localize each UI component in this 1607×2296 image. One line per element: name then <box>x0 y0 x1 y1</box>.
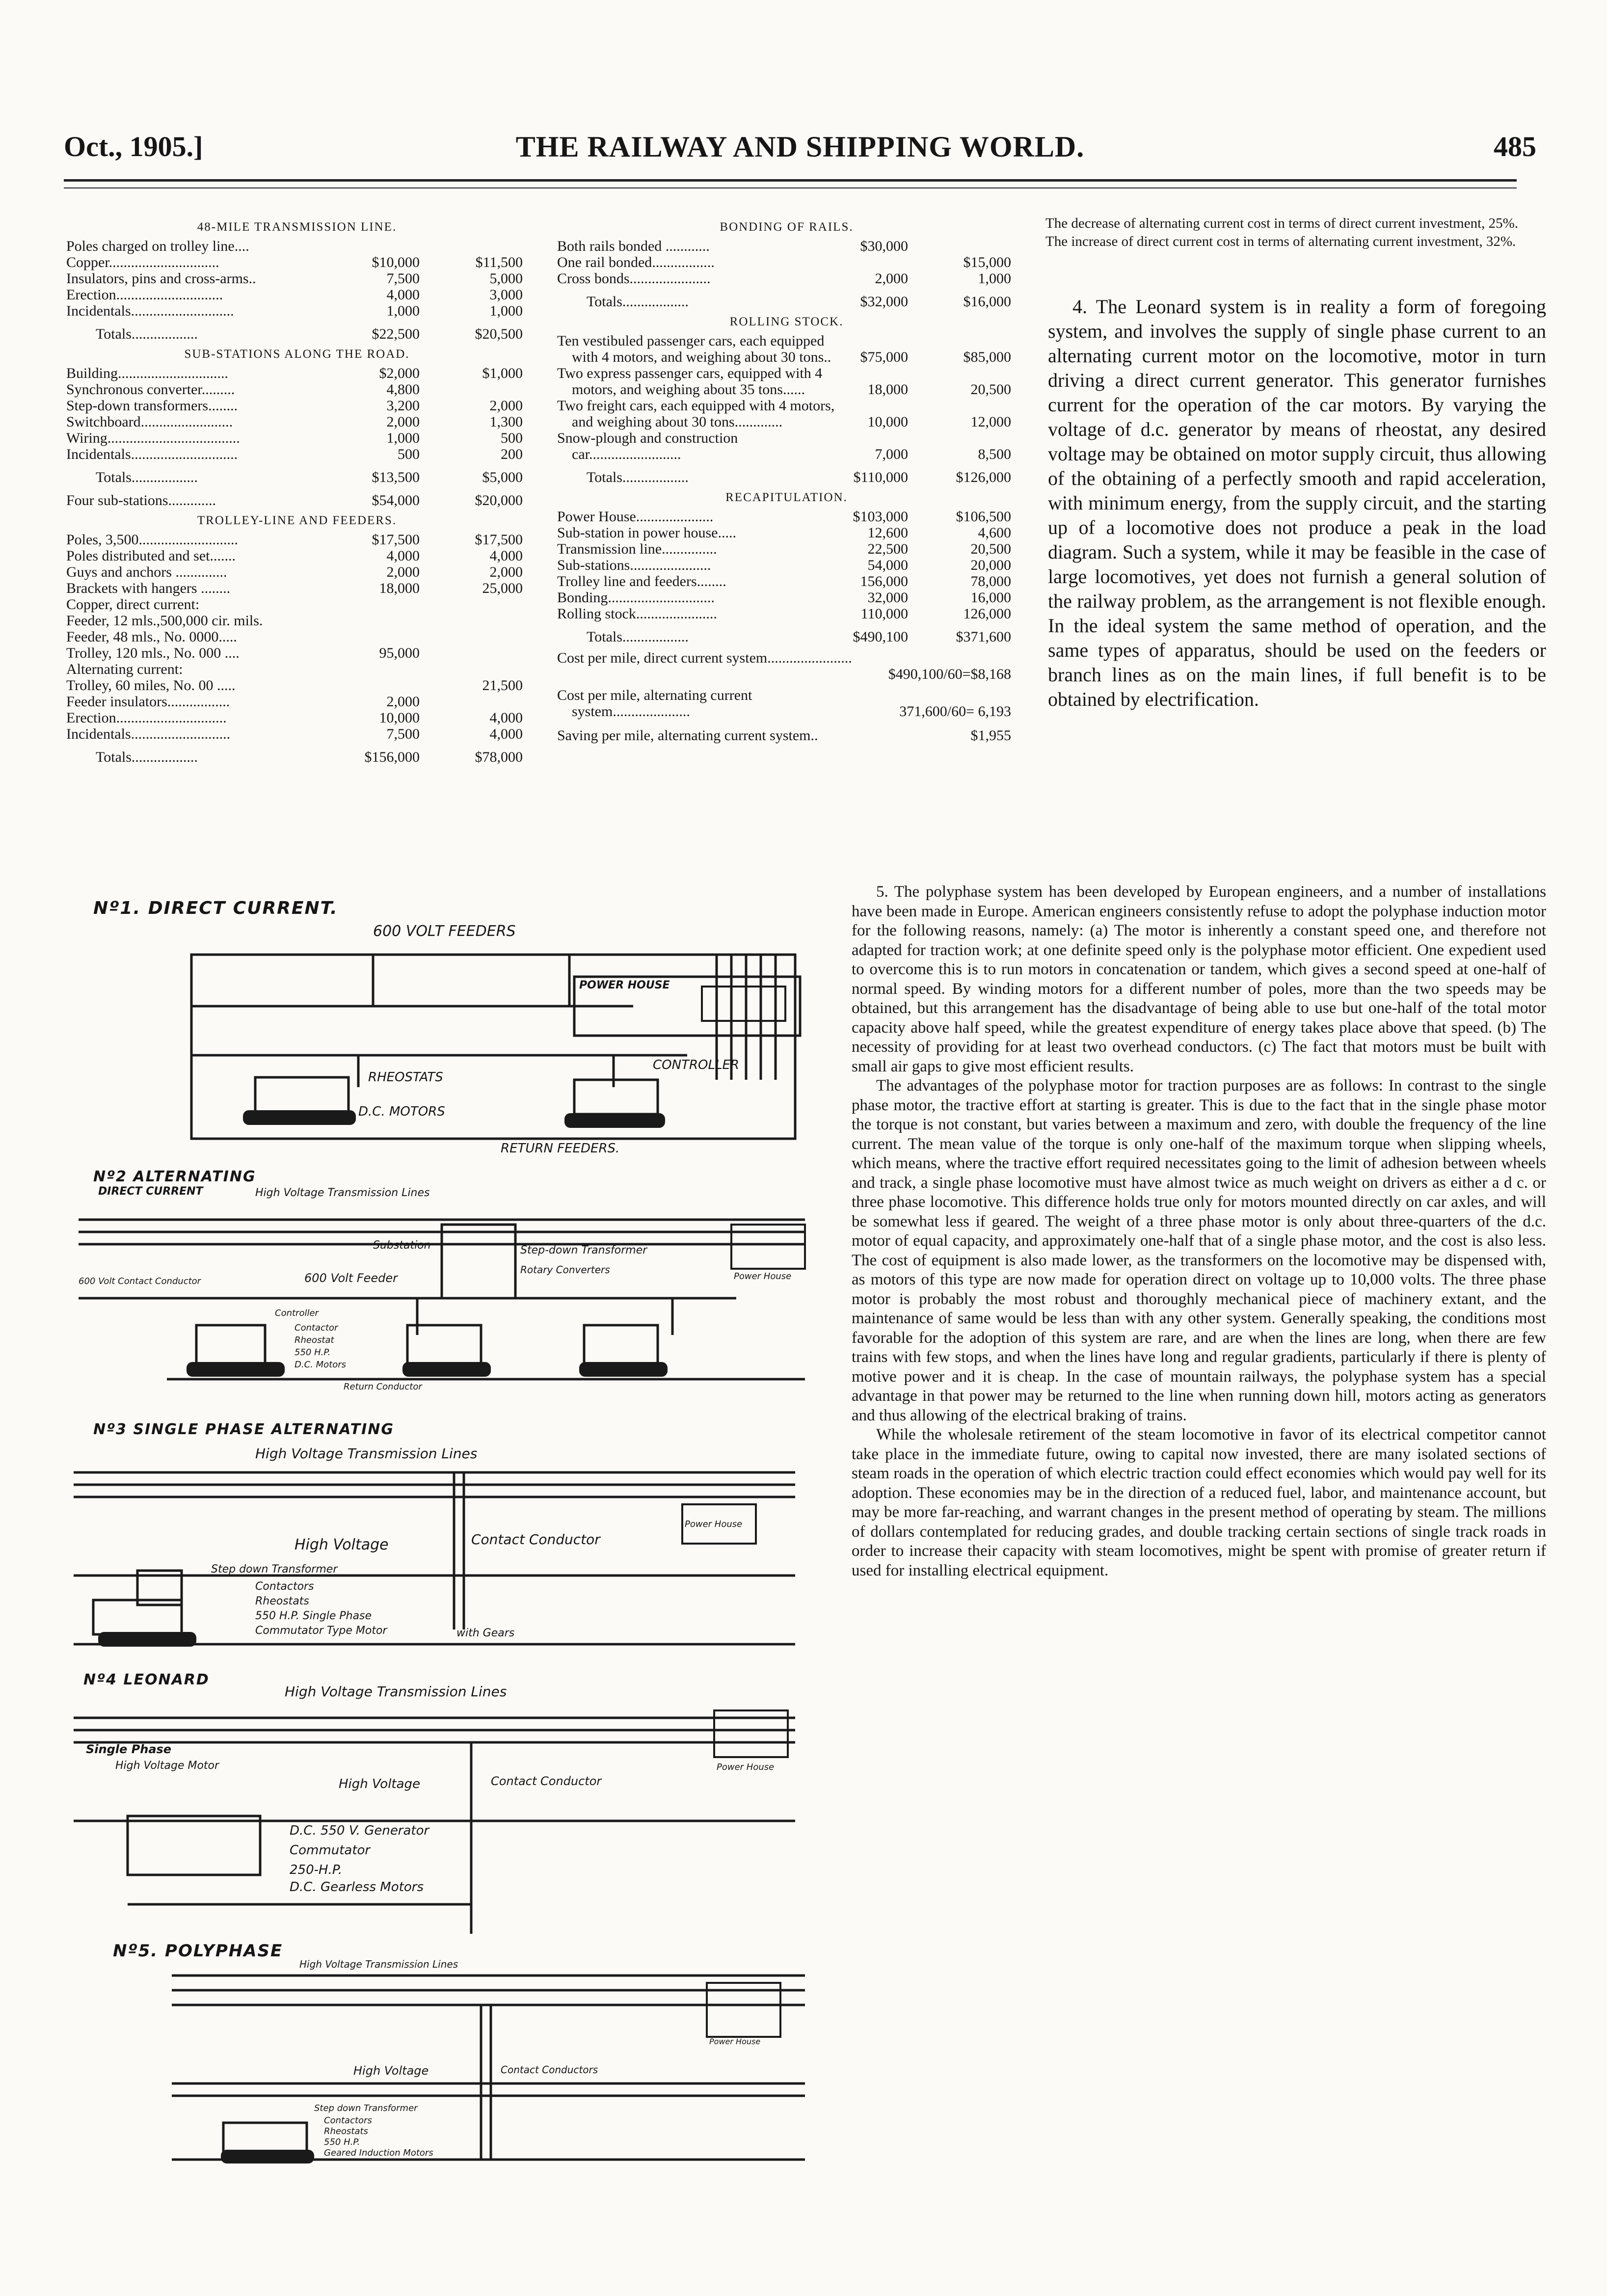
substations-row-value-b: $1,000 <box>482 365 523 381</box>
d2-controller-label: Controller <box>275 1308 319 1318</box>
journal-title: THE RAILWAY AND SHIPPING WORLD. <box>515 131 1085 163</box>
d4-single-phase-label: Single Phase <box>86 1742 172 1756</box>
recap-row-value-a: 32,000 <box>867 589 908 606</box>
substations-row-label: Synchronous converter......... <box>66 381 235 398</box>
trolley-row-label: Guys and anchors .............. <box>66 564 227 580</box>
d3-contact-label: Contact Conductor <box>471 1531 600 1548</box>
d3-gears-label: with Gears <box>456 1627 515 1639</box>
transmission-row-value-a: $10,000 <box>372 254 420 270</box>
rolling-row-label: Two freight cars, each equipped with 4 motors, and weighing about 30 tons............. <box>557 398 835 430</box>
d5-stepdown-label: Step down Transformer <box>314 2103 418 2113</box>
substations-row-value-b: 200 <box>501 446 523 462</box>
substations-four-b: $20,000 <box>475 492 523 508</box>
transmission-row-label: Incidentals............................ <box>66 303 234 319</box>
trolley-row-value-a: 18,000 <box>379 580 420 596</box>
rolling-total-b: $126,000 <box>956 469 1011 485</box>
rolling-row-value-a: 18,000 <box>867 381 908 398</box>
recap-row-value-b: 20,500 <box>970 541 1011 557</box>
trolley-caption: TROLLEY-LINE AND FEEDERS. <box>197 514 397 527</box>
recap-row-label: Bonding............................. <box>557 589 715 606</box>
trolley-row-value-a: 4,000 <box>386 548 420 564</box>
transmission-row-value-a: 7,500 <box>386 270 420 287</box>
trolley-row-label: Poles distributed and set....... <box>66 548 236 564</box>
bonding-total-a: $32,000 <box>860 294 908 310</box>
cost-ac-value: 371,600/60= 6,193 <box>899 703 1011 720</box>
transmission-total-b: $20,500 <box>475 326 523 342</box>
recap-total-a: $490,100 <box>853 629 908 645</box>
d5-motors-label: Geared Induction Motors <box>324 2148 433 2158</box>
trolley-row-value-b: 4,000 <box>489 726 523 742</box>
bonding-row-value-b: 1,000 <box>978 270 1011 287</box>
d3-transmission-label: High Voltage Transmission Lines <box>255 1445 478 1462</box>
d3-commutator-label: Commutator Type Motor <box>255 1625 387 1637</box>
d2-contactor-label: Contactor <box>295 1323 338 1333</box>
recap-total-label: Totals.................. <box>587 629 689 645</box>
d3-contactors-label: Contactors <box>255 1580 314 1593</box>
substations-total-label: Totals.................. <box>96 469 198 485</box>
transmission-row-label: Insulators, pins and cross-arms.. <box>66 270 256 287</box>
substations-four-label: Four sub-stations............. <box>66 492 216 508</box>
d2-transmission-label: High Voltage Transmission Lines <box>255 1187 430 1199</box>
page-number: 485 <box>1494 131 1536 162</box>
trolley-row-value-a: 7,500 <box>386 726 420 742</box>
trolley-row-label: Copper, direct current: <box>66 596 200 613</box>
transmission-row-value-b: 1,000 <box>489 303 523 319</box>
rolling-row-label: Snow-plough and construction car......................... <box>557 430 738 462</box>
paragraph-7: While the wholesale retirement of the steam locomotive in favor of its electrical competitor cannot take place in the immediate future, owing to capital now invested, there are many isolated sections of steam roads in the operation of which electric traction could effect economies which would pay well for its adoption. These economies may be in the direction of a reduced fuel, labor, and maintenance account, but may be more far-reaching, and warrant changes in the present method of operating by steam. The millions of dollars contemplated for reducing grades, and double tracking certain sections of single track roads in order to increase their capacity with steam locomotives, might be spent with promise of greater return if used for installing electrical equipment. <box>852 1426 1546 1579</box>
cost-dc-value: $490,100/60=$8,168 <box>888 666 1011 682</box>
trolley-row-label: Poles, 3,500........................... <box>66 532 239 548</box>
d4-hv-motor-label: High Voltage Motor <box>115 1760 219 1772</box>
substations-four-a: $54,000 <box>372 492 420 508</box>
transmission-row-value-b: $11,500 <box>475 254 523 270</box>
d5-transmission-label: High Voltage Transmission Lines <box>299 1958 458 1970</box>
recap-row-value-a: 22,500 <box>867 541 908 557</box>
recap-row-label: Sub-stations...................... <box>557 557 711 573</box>
d4-transmission-label: High Voltage Transmission Lines <box>285 1683 507 1700</box>
substations-row-value-b: 2,000 <box>489 398 523 414</box>
d4-commutator-label: Commutator <box>290 1843 371 1858</box>
transmission-total-a: $22,500 <box>372 326 420 342</box>
paragraph-4-text: 4. The Leonard system is in reality a form of foregoing system, and involves the supply of single phase current to an alternating current motor on the locomotive, motor in turn driving a direct current generator. This generator furnishes current for the operation of the car motors. By varying the voltage of d.c. generator by means of rheostat, any desired voltage may be obtained on motor supply circuit, thus allowing of the obtaining of a perfectly smooth and rapid acceleration, with minimum energy, from the supply circuit, and the starting up of a locomotive does not produce a peak in the load diagram. Such a system, while it may be feasible in the case of large locomotives, yet does not furnish a general solution of the railway problem, as the arrangement is not flexible enough. In the ideal system the same method of operation, and the same types of apparatus, should be used on the feeders or branch lines as on the main lines, if full benefit is to be obtained by electrification. <box>1048 295 1546 710</box>
d2-return-label: Return Conductor <box>344 1382 422 1392</box>
trolley-row-label: Brackets with hangers ........ <box>66 580 231 596</box>
recap-row-value-a: 54,000 <box>867 557 908 573</box>
diagram-2-title: Nº2 ALTERNATING <box>93 1168 256 1185</box>
d2-hp-label: 550 H.P. <box>295 1347 331 1358</box>
trolley-row-label: Erection.............................. <box>66 710 227 726</box>
trolley-row-value-a: 2,000 <box>386 564 420 580</box>
substations-row-label: Building.............................. <box>66 365 229 381</box>
d4-contact-label: Contact Conductor <box>491 1774 602 1788</box>
rolling-total-label: Totals.................. <box>587 469 689 485</box>
note-decrease: The decrease of alternating current cost in terms of direct current investment, 25%. <box>1045 215 1519 231</box>
trolley-row-value-b: 21,500 <box>482 677 523 694</box>
trolley-row-label: Trolley, 60 miles, No. 00 ..... <box>66 677 236 694</box>
recap-row-value-b: $106,500 <box>956 508 1011 525</box>
bonding-row-value-a: 2,000 <box>875 270 908 287</box>
recap-row-label: Rolling stock...................... <box>557 606 717 622</box>
rolling-row-label: Ten vestibuled passenger cars, each equipped with 4 motors, and weighing about 30 tons.. <box>557 333 831 365</box>
rolling-row-value-a: 10,000 <box>867 414 908 430</box>
substations-row-value-a: $2,000 <box>379 365 420 381</box>
bonding-total-b: $16,000 <box>963 294 1011 310</box>
d3-motor-label: 550 H.P. Single Phase <box>255 1610 372 1622</box>
d2-feeder-label: 600 Volt Feeder <box>304 1271 398 1285</box>
diagram-4-title: Nº4 LEONARD <box>83 1671 210 1688</box>
rolling-caption: ROLLING STOCK. <box>729 315 844 328</box>
recap-row-value-a: 12,600 <box>867 525 908 541</box>
recap-row-value-b: 20,000 <box>970 557 1011 573</box>
d3-stepdown-label: Step down Transformer <box>211 1563 338 1575</box>
diagram-1-title: Nº1. DIRECT CURRENT. <box>93 898 338 918</box>
transmission-total-label: Totals.................. <box>96 326 198 342</box>
recap-row-label: Transmission line............... <box>557 541 717 557</box>
substations-row-value-b: 1,300 <box>489 414 523 430</box>
trolley-total-label: Totals.................. <box>96 749 198 765</box>
cost-ac-label: Cost per mile, alternating current system..................... <box>557 687 752 720</box>
d1-dc-motors-label: D.C. MOTORS <box>358 1104 445 1119</box>
substations-row-value-a: 2,000 <box>386 414 420 430</box>
trolley-total-b: $78,000 <box>475 749 523 765</box>
transmission-caption: 48-MILE TRANSMISSION LINE. <box>197 220 397 234</box>
saving-label: Saving per mile, alternating current system.. <box>557 727 818 744</box>
transmission-row-value-a: 1,000 <box>386 303 420 319</box>
recap-row-label: Trolley line and feeders........ <box>557 573 726 589</box>
d2-rheostat-label: Rheostat <box>295 1335 334 1345</box>
rolling-row-value-b: 20,500 <box>970 381 1011 398</box>
substations-row-value-a: 1,000 <box>386 430 420 446</box>
substations-row-value-a: 3,200 <box>386 398 420 414</box>
d5-rheostats-label: Rheostats <box>324 2126 368 2136</box>
rolling-row-value-b: 12,000 <box>970 414 1011 430</box>
d4-gearless-label: D.C. Gearless Motors <box>290 1880 424 1895</box>
transmission-row-value-a: 4,000 <box>386 287 420 303</box>
d5-contact-label: Contact Conductors <box>501 2064 598 2076</box>
paragraph-5: 5. The polyphase system has been developed by European engineers, and a number of installations have been made in Europe. American engineers consistently refuse to adopt the polyphase induction motor for the following reasons, namely: (a) The motor is inherently a constant speed one, and therefore not adapted for traction work; at one definite speed only is the polyphase motor efficient. One expedient used to overcome this is to run motors in concatenation or tandem, which gives a second speed at one-half of normal speed. By winding motors for a different number of poles, more than the two speeds may be obtained, but this arrangement has the disadvantage of being able to use but one-half of the total motor capacity above half speed, while the greatest expenditure of energy takes place above that speed. (b) The necessity of providing for at least two overhead conductors. (c) The fact that motors must be built with small air gaps to give most efficient results. <box>852 883 1546 1075</box>
substations-caption: SUB-STATIONS ALONG THE ROAD. <box>184 347 410 361</box>
note-increase: The increase of direct current cost in terms of alternating current investment, 32%. <box>1045 234 1516 249</box>
trolley-row-value-b: 4,000 <box>489 710 523 726</box>
bonding-row-value-b: $15,000 <box>963 254 1011 270</box>
d4-high-voltage-label: High Voltage <box>339 1777 421 1791</box>
d5-power-house-label: Power House <box>709 2037 761 2046</box>
recap-row-value-b: 16,000 <box>970 589 1011 606</box>
trolley-row-label: Incidentals........................... <box>66 726 231 742</box>
recap-row-value-a: 156,000 <box>860 573 908 589</box>
recap-total-b: $371,600 <box>956 629 1011 645</box>
transmission-row-value-b: 3,000 <box>489 287 523 303</box>
trolley-row-label: Trolley, 120 mls., No. 000 .... <box>66 645 240 661</box>
saving-value: $1,955 <box>970 727 1011 744</box>
substations-row-label: Switchboard......................... <box>66 414 233 430</box>
transmission-row-label: Erection............................. <box>66 287 223 303</box>
trolley-row-value-a: $17,500 <box>372 532 420 548</box>
bonding-row-value-a: $30,000 <box>860 238 908 254</box>
trolley-row-value-a: 2,000 <box>386 694 420 710</box>
d1-feeders-label: 600 VOLT FEEDERS <box>373 923 516 940</box>
d3-rheostats-label: Rheostats <box>255 1595 309 1607</box>
substations-total-a: $13,500 <box>372 469 420 485</box>
d5-hp-label: 550 H.P. <box>324 2137 360 2147</box>
d2-power-house-label: Power House <box>734 1271 792 1281</box>
recap-row-value-b: 126,000 <box>963 606 1011 622</box>
recap-caption: RECAPITULATION. <box>725 491 848 504</box>
d2-dc-motors-label: D.C. Motors <box>295 1360 346 1370</box>
d1-rheostats-label: RHEOSTATS <box>368 1070 443 1085</box>
d2-substation-label: Substation <box>373 1239 431 1252</box>
rolling-row-value-b: 8,500 <box>978 446 1011 462</box>
d5-contactors-label: Contactors <box>324 2115 372 2126</box>
diagram-5-title: Nº5. POLYPHASE <box>113 1941 283 1961</box>
cost-dc-label: Cost per mile, direct current system....................... <box>557 650 852 666</box>
d2-stepdown-label: Step-down Transformer <box>520 1244 647 1256</box>
issue-date: Oct., 1905.] <box>64 131 203 162</box>
trolley-row-label: Feeder, 48 mls., No. 0000..... <box>66 629 237 645</box>
d4-power-house-label: Power House <box>717 1762 775 1772</box>
substations-row-value-b: 500 <box>501 430 523 446</box>
rolling-row-label: Two express passenger cars, equipped with 4 motors, and weighing about 35 tons...... <box>557 365 823 398</box>
recap-row-value-b: 78,000 <box>970 573 1011 589</box>
bonding-row-label: One rail bonded................. <box>557 254 715 270</box>
bonding-row-label: Both rails bonded ............ <box>557 238 710 254</box>
bonding-total-label: Totals.................. <box>587 294 689 310</box>
bonding-caption: BONDING OF RAILS. <box>720 220 854 234</box>
d2-subtitle: DIRECT CURRENT <box>98 1185 203 1198</box>
substations-total-b: $5,000 <box>482 469 523 485</box>
rolling-row-value-b: $85,000 <box>963 349 1011 365</box>
transmission-row-label: Poles charged on trolley line.... <box>66 238 249 254</box>
bonding-row-label: Cross bonds...................... <box>557 270 711 287</box>
substations-row-label: Wiring.................................... <box>66 430 240 446</box>
d1-power-house-label: POWER HOUSE <box>579 979 670 991</box>
d5-high-voltage-label: High Voltage <box>353 2064 429 2078</box>
rolling-row-value-a: $75,000 <box>860 349 908 365</box>
d4-hp-label: 250-H.P. <box>290 1863 343 1877</box>
recap-row-value-b: 4,600 <box>978 525 1011 541</box>
d1-return-feeders-label: RETURN FEEDERS. <box>501 1141 620 1156</box>
recap-row-value-a: 110,000 <box>860 606 908 622</box>
trolley-row-label: Alternating current: <box>66 661 183 677</box>
trolley-row-value-b: $17,500 <box>475 532 523 548</box>
substations-row-value-a: 500 <box>398 446 420 462</box>
d1-controller-label: CONTROLLER <box>653 1058 739 1072</box>
trolley-row-value-b: 25,000 <box>482 580 523 596</box>
d3-high-voltage-label: High Voltage <box>295 1536 389 1553</box>
transmission-row-value-b: 5,000 <box>489 270 523 287</box>
trolley-row-value-a: 95,000 <box>379 645 420 661</box>
paragraph-6: The advantages of the polyphase motor for traction purposes are as follows: In contrast to the single phase motor, the tractive effort at starting is greater. This is due to the fact that in the single phase motor the torque is not constant, but varies between a maximum and zero, with double the frequency of the line current. The mean value of the torque is only one-half of the maximum torque when slipping wheels, which means, where the tractive effort required necessitates going to the limit of adhesion between wheels and track, a single phase locomotive must have almost twice as much weight on drivers as either a d c. or three phase locomotive. This difference holds true only for motors mounted directly on car axles, and will be somewhat less if geared. The weight of a three phase motor is only about three-quarters of the d.c. motor of equal capacity, and approximately one-half that of a single phase motor, and the cost is also less. The cost of equipment is also made lower, as the transformers on the locomotive may be dispensed with, as motors of this type are now made for operation direct on voltage up to 10,000 volts. The three phase motor is probably the most robust and thoroughly mechanical piece of machinery extant, and the maintenance of same would be less than with any other system. Generally speaking, the conditions most favorable for the adoption of this system are rare, and are when the lines are long, when there are few trains with few stops, and when the lines have long and regular gradients, particularly if there is plenty of motive power and it is cheap. In the case of mountain railways, the polyphase system has a special advantage in that power may be returned to the line when running down hill, motors acting as generators and thus allowing of the electrical braking of trains. <box>852 1077 1546 1424</box>
trolley-row-label: Feeder insulators................. <box>66 694 230 710</box>
substations-row-label: Incidentals............................. <box>66 446 238 462</box>
recap-row-label: Sub-station in power house..... <box>557 525 736 541</box>
trolley-row-label: Feeder, 12 mls.,500,000 cir. mils. <box>66 613 263 629</box>
d2-rotary-label: Rotary Converters <box>520 1264 610 1276</box>
substations-row-label: Step-down transformers........ <box>66 398 238 414</box>
trolley-row-value-a: 10,000 <box>379 710 420 726</box>
rolling-total-a: $110,000 <box>853 469 908 485</box>
trolley-row-value-b: 2,000 <box>489 564 523 580</box>
trolley-row-value-b: 4,000 <box>489 548 523 564</box>
diagram-3-title: Nº3 SINGLE PHASE ALTERNATING <box>93 1421 394 1438</box>
recap-row-value-a: $103,000 <box>853 508 908 525</box>
substations-row-value-a: 4,800 <box>386 381 420 398</box>
d4-generator-label: D.C. 550 V. Generator <box>290 1823 429 1838</box>
transmission-row-label: Copper.............................. <box>66 254 219 270</box>
trolley-total-a: $156,000 <box>364 749 420 765</box>
d3-power-house-label: Power House <box>685 1519 743 1529</box>
d2-contact-label: 600 Volt Contact Conductor <box>79 1276 201 1286</box>
rolling-row-value-a: 7,000 <box>875 446 908 462</box>
recap-row-label: Power House..................... <box>557 508 714 525</box>
